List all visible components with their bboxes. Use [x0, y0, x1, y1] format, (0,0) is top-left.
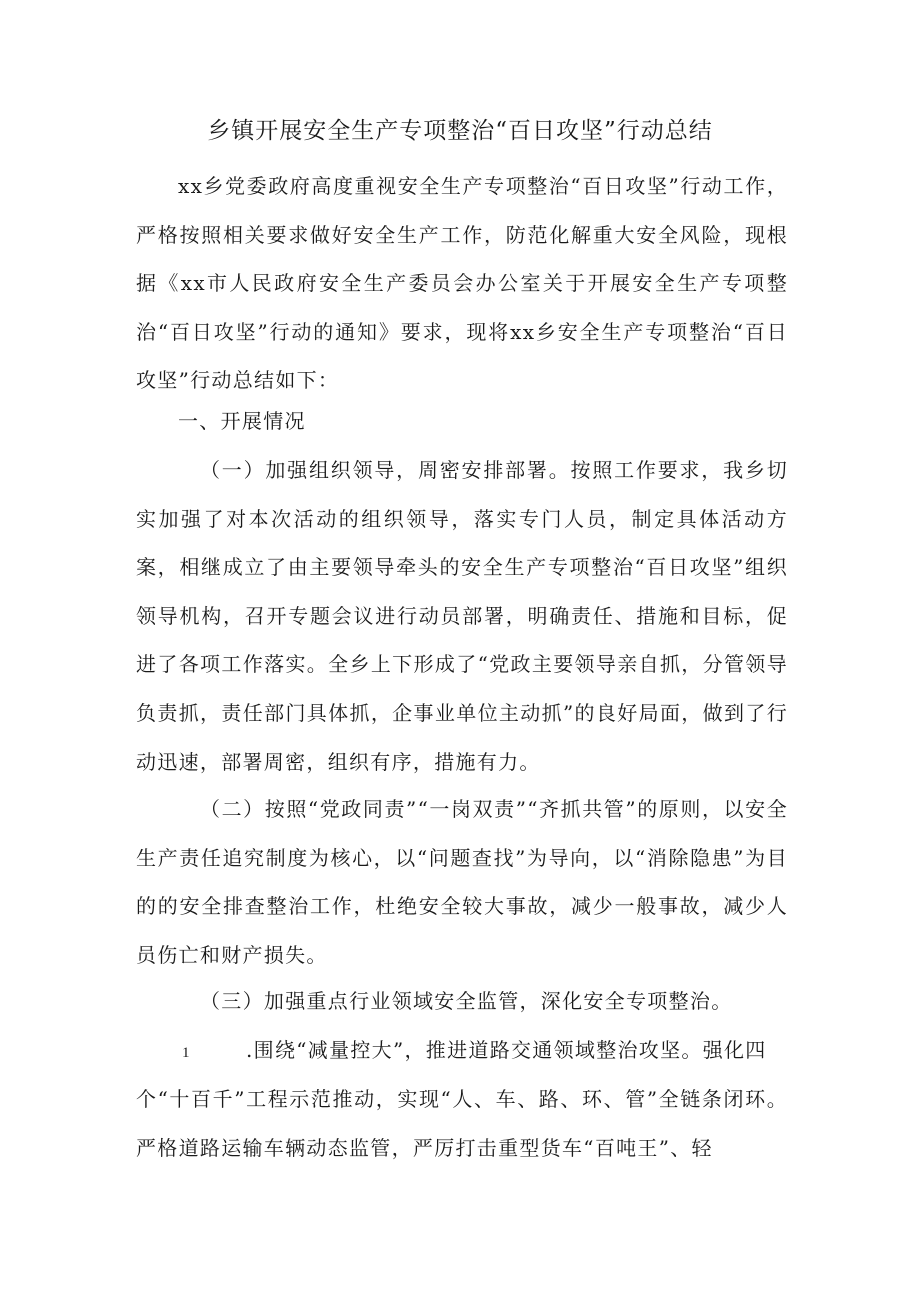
item-1-first-line — [136, 1026, 788, 1078]
intro-paragraph: xx乡党委政府高度重视安全生产专项整治“百日攻坚”行动工作，严格按照相关要求做好安全生产工作，防范化解重大安全风险，现根据《xx市人民政府安全生产委员会办公室关于开展安全生产专项整治“百日攻坚”行动的通知》要求，现将xx乡安全生产专项整治“百日攻坚”行动总结如下： — [136, 174, 788, 393]
subsection-3-paragraph: （三）加强重点行业领域安全监管，深化安全专项整治。 — [200, 989, 733, 1013]
subsection-2-paragraph: （二）按照“党政同责”“一岗双责”“齐抓共管”的原则，以安全生产责任追究制度为核心，以“问题查找”为导向，以“消除隐患”为目的的安全排查整治工作，杜绝安全较大事故，减少一般事故，减少人员伤亡和财产损失。 — [136, 797, 788, 967]
item-1-continuation: 个“十百千”工程示范推动，实现“人、车、路、环、管”全链条闭环。严格道路运输车辆动态监管，严厉打击重型货车“百吨王”、轻 — [136, 1087, 788, 1160]
section-heading-1: 一、开展情况 — [178, 409, 306, 433]
item-1-number: 1 — [182, 1045, 191, 1061]
subsection-1-paragraph: （一）加强组织领导，周密安排部署。按照工作要求，我乡切实加强了对本次活动的组织领导，落实专门人员，制定具体活动方案，相继成立了由主要领导牵头的安全生产专项整治“百日攻坚”组织领导机构，召开专题会议进行动员部署，明确责任、措施和目标，促进了各项工作落实。全乡上下形成了“党政主要领导亲自抓，分管领导负责抓，责任部门具体抓，企事业单位主动抓”的良好局面，做到了行动迅速，部署周密，组织有序，措施有力。 — [136, 458, 788, 774]
item-1-text: .围绕“减量控大”，推进道路交通领域整治攻坚。强化四 — [246, 1038, 767, 1062]
document-title: 乡镇开展安全生产专项整治“百日攻坚”行动总结 — [207, 118, 713, 144]
